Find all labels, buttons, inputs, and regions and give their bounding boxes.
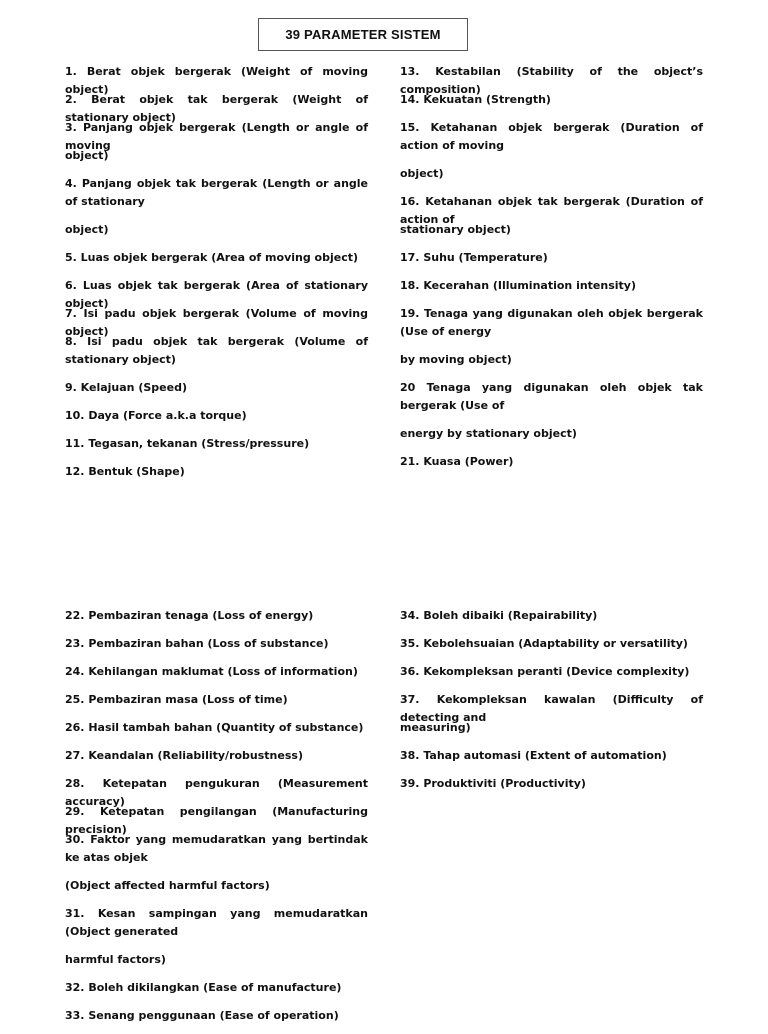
list-item: 35. Kebolehsuaian (Adaptability or versatility) xyxy=(400,637,688,650)
list-item: 19. Tenaga yang digunakan oleh objek bergerak (Use of energy xyxy=(400,307,703,338)
list-item: 12. Bentuk (Shape) xyxy=(65,465,185,478)
list-item: 1. Berat objek bergerak (Weight of moving object) xyxy=(65,65,368,96)
list-item: 5. Luas objek bergerak (Area of moving object) xyxy=(65,251,359,264)
list-item: object) xyxy=(65,223,109,236)
bottom-left-column xyxy=(65,606,368,1034)
list-item: 9. Kelajuan (Speed) xyxy=(65,381,187,394)
list-item: 13. Kestabilan (Stability of the object’s composition) xyxy=(400,65,703,96)
list-item: 26. Hasil tambah bahan (Quantity of substance) xyxy=(65,721,364,734)
list-item: 8. Isi padu objek tak bergerak (Volume of stationary object) xyxy=(65,335,368,366)
list-item: 3. Panjang objek bergerak (Length or angle of moving xyxy=(65,121,368,152)
bottom-right-column xyxy=(400,606,703,802)
list-item: 18. Kecerahan (Illumination intensity) xyxy=(400,279,637,292)
list-item: 31. Kesan sampingan yang memudaratkan (Object generated xyxy=(65,907,368,938)
list-item: stationary object) xyxy=(400,223,511,236)
list-item: 2. Berat objek tak bergerak (Weight of stationary object) xyxy=(65,93,368,124)
list-item: 28. Ketepatan pengukuran (Measurement accuracy) xyxy=(65,777,368,808)
list-item: 14. Kekuatan (Strength) xyxy=(400,93,551,106)
list-item: 4. Panjang objek tak bergerak (Length or angle of stationary xyxy=(65,177,368,208)
list-item: 25. Pembaziran masa (Loss of time) xyxy=(65,693,288,706)
list-item: 30. Faktor yang memudaratkan yang bertindak ke atas objek xyxy=(65,833,368,864)
list-item: 24. Kehilangan maklumat (Loss of information) xyxy=(65,665,358,678)
list-item: 32. Boleh dikilangkan (Ease of manufacture) xyxy=(65,981,342,994)
list-item: 38. Tahap automasi (Extent of automation) xyxy=(400,749,667,762)
list-item: measuring) xyxy=(400,721,471,734)
list-item: 22. Pembaziran tenaga (Loss of energy) xyxy=(65,609,314,622)
top-left-column xyxy=(65,62,368,490)
list-item: 36. Kekompleksan peranti (Device complexity) xyxy=(400,665,690,678)
list-item: 15. Ketahanan objek bergerak (Duration of action of moving xyxy=(400,121,703,152)
list-item: object) xyxy=(65,149,109,162)
list-item: 17. Suhu (Temperature) xyxy=(400,251,548,264)
list-item: 16. Ketahanan objek tak bergerak (Duration of action of xyxy=(400,195,703,226)
list-item: energy by stationary object) xyxy=(400,427,577,440)
list-item: (Object affected harmful factors) xyxy=(65,879,270,892)
list-item: 11. Tegasan, tekanan (Stress/pressure) xyxy=(65,437,310,450)
list-item: 29. Ketepatan pengilangan (Manufacturing precision) xyxy=(65,805,368,836)
list-item: 20 Tenaga yang digunakan oleh objek tak bergerak (Use of xyxy=(400,381,703,412)
list-item: object) xyxy=(400,167,444,180)
list-item: 39. Produktiviti (Productivity) xyxy=(400,777,586,790)
page-title: 39 PARAMETER SISTEM xyxy=(258,18,468,51)
list-item: 27. Keandalan (Reliability/robustness) xyxy=(65,749,303,762)
list-item: harmful factors) xyxy=(65,953,166,966)
list-item: 37. Kekompleksan kawalan (Difficulty of detecting and xyxy=(400,693,703,724)
list-item: 23. Pembaziran bahan (Loss of substance) xyxy=(65,637,329,650)
top-right-column xyxy=(400,62,703,480)
list-item: 33. Senang penggunaan (Ease of operation) xyxy=(65,1009,339,1022)
list-item: by moving object) xyxy=(400,353,512,366)
list-item: 34. Boleh dibaiki (Repairability) xyxy=(400,609,598,622)
list-item: 7. Isi padu objek bergerak (Volume of moving object) xyxy=(65,307,368,338)
list-item: 21. Kuasa (Power) xyxy=(400,455,514,468)
list-item: 10. Daya (Force a.k.a torque) xyxy=(65,409,247,422)
list-item: 6. Luas objek tak bergerak (Area of stationary object) xyxy=(65,279,368,310)
